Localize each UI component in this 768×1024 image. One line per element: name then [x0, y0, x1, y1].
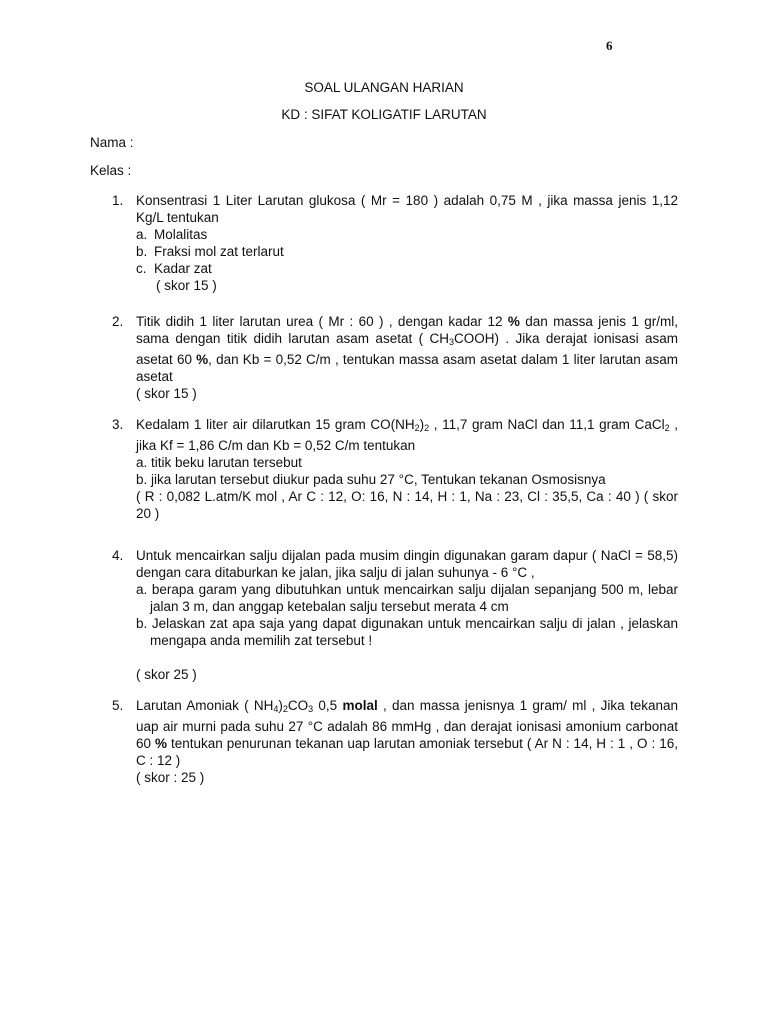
page-subtitle: KD : SIFAT KOLIGATIF LARUTAN	[281, 107, 487, 122]
score: ( skor 25 )	[136, 667, 197, 682]
question-2	[112, 313, 678, 402]
question-text: Titik didih 1 liter larutan urea ( Mr : 60 ) , dengan kadar 12 % dan massa jenis 1 gr/ml, sama dengan titik didih larutan asam asetat ( $CH_3COOH$) . Jika derajat ionisasi asam asetat 60 %, dan Kb = 0,52 C/m , tentukan massa asam asetat dalam 1 liter larutan asam asetat	[136, 314, 678, 384]
score: ( skor 15 )	[156, 278, 217, 293]
question-4	[112, 547, 678, 683]
option-c: c. Kadar zat	[136, 261, 212, 276]
question-text: Larutan Amoniak ( $NH_4)_2CO_3$ 0,5 molal , dan massa jenisnya 1 gram/ ml , Jika tekanan uap air murni pada suhu 27 °C adalah 86 mmHg , dan derajat ionisasi amonium carbonat 60 % tentukan penurunan tekanan uap larutan amoniak tersebut ( Ar N : 14, H : 1 , O : 16, C : 12 )	[136, 698, 678, 768]
question-3	[112, 416, 678, 522]
score: ( skor : 25 )	[136, 770, 205, 785]
given-data: ( R : 0,082 L.atm/K mol , Ar C : 12, O: 16, N : 14, H : 1, Na : 23, Cl : 35,5, Ca : 40 ) ( skor 20 )	[136, 489, 678, 521]
part-b: b. jika larutan tersebut diukur pada suhu 27 °C, Tentukan tekanan Osmosisnya	[136, 472, 606, 487]
nama-field: Nama :	[90, 135, 134, 150]
question-number: 2.	[112, 314, 124, 329]
question-text: Untuk mencairkan salju dijalan pada musim dingin digunakan garam dapur ( NaCl = 58,5) dengan cara ditaburkan ke jalan, jika salju di jalan suhunya - 6 °C ,	[136, 548, 678, 580]
option-b: b. Fraksi mol zat terlarut	[136, 244, 284, 259]
part-a: a. titik beku larutan tersebut	[136, 455, 302, 470]
question-number: 1.	[112, 193, 124, 208]
score: ( skor 15 )	[136, 386, 197, 401]
option-a: a. Molalitas	[136, 227, 208, 242]
page-number: 6	[606, 38, 613, 53]
question-text: Konsentrasi 1 Liter Larutan glukosa ( Mr = 180 ) adalah 0,75 M , jika massa jenis 1,12 Kg/L tentukan	[136, 193, 678, 225]
question-5	[112, 697, 678, 786]
part-a: a. berapa garam yang dibutuhkan untuk mencairkan salju dijalan sepanjang 500 m, lebar jalan 3 m, dan anggap ketebalan salju tersebut merata 4 cm	[136, 582, 678, 614]
question-number: 3.	[112, 417, 124, 432]
kelas-field: Kelas :	[90, 163, 132, 178]
question-1	[112, 192, 678, 294]
page-title: SOAL ULANGAN HARIAN	[304, 80, 464, 95]
question-text: Kedalam 1 liter air dilarutkan 15 gram $CO(NH_2)_2$ , 11,7 gram NaCl dan 11,1 gram CaCl$_2$ , jika Kf = 1,86 C/m dan Kb = 0,52 C/m tentukan	[136, 417, 678, 453]
question-number: 5.	[112, 698, 124, 713]
part-b: b. Jelaskan zat apa saja yang dapat digunakan untuk mencairkan salju di jalan , jelaskan mengapa anda memilih zat tersebut !	[136, 616, 678, 648]
question-number: 4.	[112, 548, 124, 563]
